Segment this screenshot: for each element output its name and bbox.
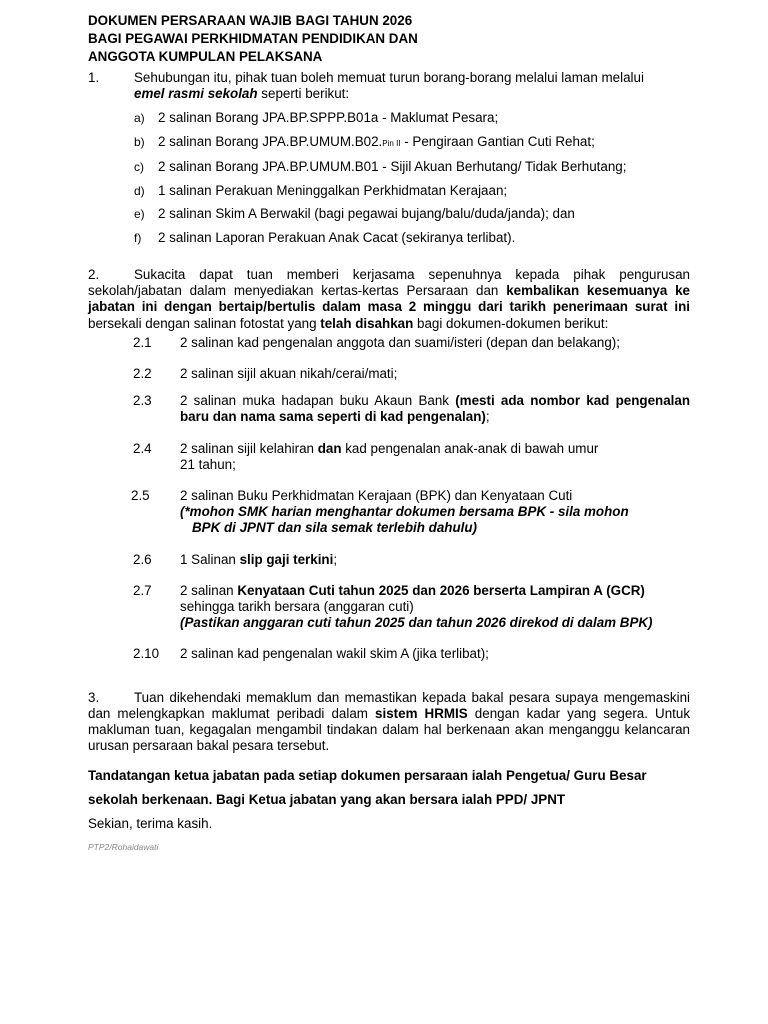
list-item: 2.2 2 salinan sijil akuan nikah/cerai/mati; — [133, 365, 398, 381]
document-list — [88, 335, 690, 663]
list-item: d) 1 salinan Perakuan Meninggalkan Perkhidmatan Kerajaan; — [134, 182, 508, 198]
form-list — [134, 110, 690, 246]
list-item: 2.7 2 salinan Kenyataan Cuti tahun 2025 dan 2026 berserta Lampiran A (GCR) sehingga tarikh bersara (anggaran cuti) (Pastikan anggaran cuti tahun 2025 dan tahun 2026 direkod di dalam BPK) — [133, 582, 653, 631]
emphasis-return-instruction: kembalikan kesemuanya ke jabatan ini dengan bertaip/bertulis dalam masa 2 minggu dari tarikh penerimaan surat ini — [88, 283, 690, 315]
closing — [88, 764, 690, 852]
reference-initials: PTP2/Rohaidawati — [88, 842, 159, 853]
section-1-intro-cont — [88, 86, 690, 102]
emphasis-certified: telah disahkan — [320, 315, 414, 331]
signature-note-line-2: sekolah berkenaan. Bagi Ketua jabatan yang akan bersara ialah PPD/ JPNT — [88, 792, 566, 808]
header-line-1: DOKUMEN PERSARAAN WAJIB BAGI TAHUN 2026 — [88, 13, 413, 28]
list-item: f) 2 salinan Laporan Perakuan Anak Cacat (sekiranya terlibat). — [134, 229, 516, 245]
signature-note-line-1: Tandatangan ketua jabatan pada setiap dokumen persaraan ialah Pengetua/ Guru Besar — [88, 768, 647, 784]
list-item: 2.4 2 salinan sijil kelahiran dan kad pengenalan anak-anak di bawah umur 21 tahun; — [133, 440, 599, 472]
list-item: 2.1 2 salinan kad pengenalan anggota dan suami/isteri (depan dan belakang); — [133, 334, 620, 350]
list-item: 2.3 2 salinan muka hadapan buku Akaun Bank (mesti ada nombor kad pengenalan baru dan nama sama seperti di kad pengenalan); — [133, 393, 690, 425]
header-line-3: ANGGOTA KUMPULAN PELAKSANA — [88, 49, 323, 64]
section-number: 3. — [88, 689, 100, 705]
section-2-intro: 2. Sukacita dapat tuan memberi kerjasama sepenuhnya kepada pihak pengurusan sekolah/jabatan dalam menyediakan kertas-kertas Persaraan dan kembalikan kesemuanya ke jabatan ini dengan bertaip/bertulis dalam masa 2 minggu dari tarikh penerimaan surat ini bersekali dengan salinan fotostat yang telah disahkan bagi dokumen-dokumen berikut: — [88, 266, 690, 331]
section-3 — [88, 690, 690, 755]
section-1-intro — [88, 70, 690, 86]
header-line-2: BAGI PEGAWAI PERKHIDMATAN PENDIDIKAN DAN — [88, 31, 418, 46]
section-number: 1. — [88, 70, 100, 85]
list-item: 2.6 1 Salinan slip gaji terkini; — [133, 551, 338, 567]
section-3-text: 3. Tuan dikehendaki memaklum dan memastikan kepada bakal pesara supaya mengemaskini dan melengkapkan maklumat peribadi dalam sistem HRMIS dengan kadar yang segera. Untuk makluman tuan, kegagalan mengambil tindakan dalam hal berkenaan akan menganggu kelancaran urusan persaraan bakal pesara tersebut. — [88, 689, 691, 754]
list-item: c) 2 salinan Borang JPA.BP.UMUM.B01 - Sijil Akuan Berhutang/ Tidak Berhutang; — [134, 159, 627, 175]
document-page — [88, 12, 690, 852]
list-item: a) 2 salinan Borang JPA.BP.SPPP.B01a - Maklumat Pesara; — [134, 110, 499, 126]
list-item: b) 2 salinan Borang JPA.BP.UMUM.B02.Pin II - Pengiraan Gantian Cuti Rehat; — [134, 133, 595, 149]
section-2 — [88, 267, 690, 663]
note-leave-estimate: (Pastikan anggaran cuti tahun 2025 dan tahun 2026 direkod di dalam BPK) — [180, 615, 653, 631]
closing-thanks: Sekian, terima kasih. — [88, 816, 213, 832]
list-item: 2.5 2 salinan Buku Perkhidmatan Kerajaan (BPK) dan Kenyataan Cuti (*mohon SMK harian menghantar dokumen bersama BPK - sila mohon BPK di JPNT dan sila semak terlebih dahulu) — [131, 487, 629, 536]
section-1-text: Sehubungan itu, pihak tuan boleh memuat turun borang-borang melalui laman melalui — [134, 70, 644, 85]
section-1 — [88, 70, 690, 246]
emphasis-hrmis: sistem HRMIS — [375, 705, 468, 721]
document-header — [88, 12, 690, 66]
emphasis-email: emel rasmi sekolah — [134, 86, 258, 102]
list-item: 2.10 2 salinan kad pengenalan wakil skim A (jika terlibat); — [133, 646, 489, 662]
note-bpk-cont: BPK di JPNT dan sila semak terlebih dahulu) — [192, 520, 477, 536]
note-bpk: (*mohon SMK harian menghantar dokumen bersama BPK - sila mohon — [180, 504, 629, 520]
section-1-text-end: seperti berikut: — [257, 86, 350, 102]
list-item: e) 2 salinan Skim A Berwakil (bagi pegawai bujang/balu/duda/janda); dan — [134, 206, 575, 222]
section-number: 2. — [88, 266, 100, 282]
